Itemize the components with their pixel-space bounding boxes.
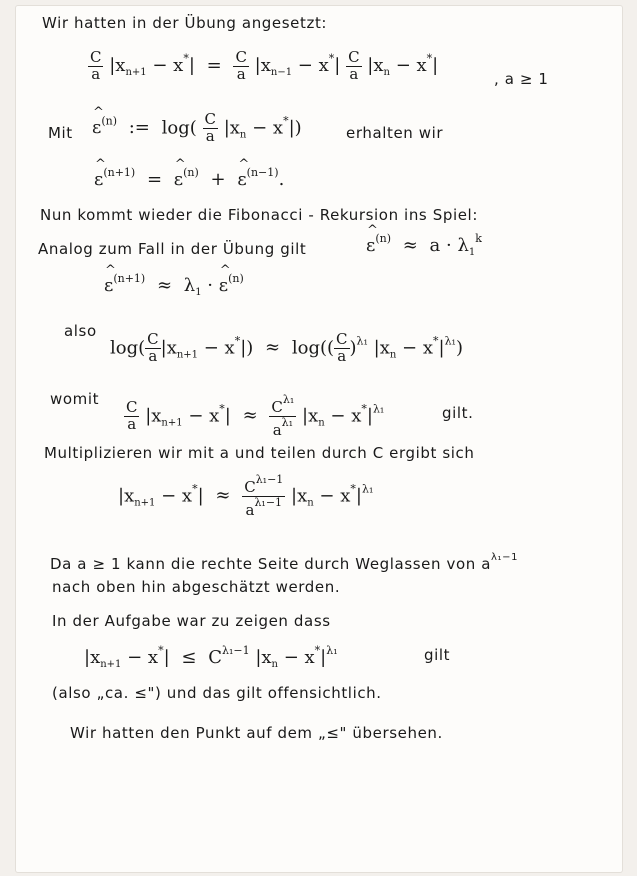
equation-setup: $\frac{C}{a}$ $|x_{n+1} - x^*|$ = $\frac{C}{a}$ $|x_{n-1} - x^*|$ $\frac{C}{a}$ $|x_n - x^*|$ (90, 48, 439, 83)
text-fibonacci: Nun kommt wieder die Fibonacci - Rekursion ins Spiel: (40, 206, 478, 224)
text-gilt-2: gilt (424, 646, 451, 664)
text-gilt-1: gilt. (442, 404, 474, 422)
condition-a: , a ≥ 1 (494, 70, 549, 88)
text-also-ca: (also „ca. ≤") und das gilt offensichtlich. (52, 684, 382, 702)
equation-task: $|x_{n+1} - x^*| \le C^{\lambda_1-1}$ $|x_n - x^*|^{\lambda_1}$ (84, 644, 338, 670)
equation-result: $|x_{n+1} - x^*|$ ≈ $\frac{C^{\lambda_1-1}}{a^{\lambda_1-1}}$ $|x_n - x^*|^{\lambda_1}$ (118, 473, 374, 519)
text-analog: Analog zum Fall in der Übung gilt (38, 240, 307, 258)
text-aufgabe: In der Aufgabe war zu zeigen dass (52, 612, 331, 630)
text-da: Da a ≥ 1 kann die rechte Seite durch Weglassen von $a^{\lambda_1-1}$ (50, 552, 519, 573)
equation-eps-def: ^ $\varepsilon^{(n)}$ := log( $\frac{C}{a}$ $|x_n - x^*|$) (92, 112, 302, 145)
equation-eps-recursion: ^ $\varepsilon^{(n+1)}$ = ^ $\varepsilon^{(n)}$ + ^ $\varepsilon^{(n-1)}$. (94, 166, 284, 190)
text-erhalten: erhalten wir (346, 124, 444, 142)
handwritten-page (16, 6, 622, 872)
text-punkt: Wir hatten den Punkt auf dem „≤" übersehen. (70, 724, 443, 742)
equation-womit: $\frac{C}{a}$ $|x_{n+1} - x^*|$ ≈ $\frac{C^{\lambda_1}}{a^{\lambda_1}}$ $|x_n - x^*|^{\lambda_1}$ (126, 393, 385, 439)
equation-eps-approx: ^ $\varepsilon^{(n)} \approx a \cdot \lambda_1^k$ (366, 232, 482, 258)
equation-eps-lambda: ^ $\varepsilon^{(n+1)} \approx \lambda_1$ · ^ $\varepsilon^{(n)}$ (104, 272, 244, 298)
text-multiplizieren: Multiplizieren wir mit a und teilen durch C ergibt sich (44, 444, 475, 462)
text-mit: Mit (48, 124, 73, 142)
equation-log-approx: log( $\frac{C}{a}$ $|x_{n+1} - x^*|) \approx \log$(( $\frac{C}{a}$ )$^{\lambda_1}$ $|x_n - x^*|^{\lambda_1}$) (110, 330, 463, 365)
text-womit: womit (50, 390, 100, 408)
text-intro: Wir hatten in der Übung angesetzt: (42, 14, 328, 32)
text-abgeschaetzt: nach oben hin abgeschätzt werden. (52, 578, 341, 596)
text-also: also (64, 322, 97, 340)
